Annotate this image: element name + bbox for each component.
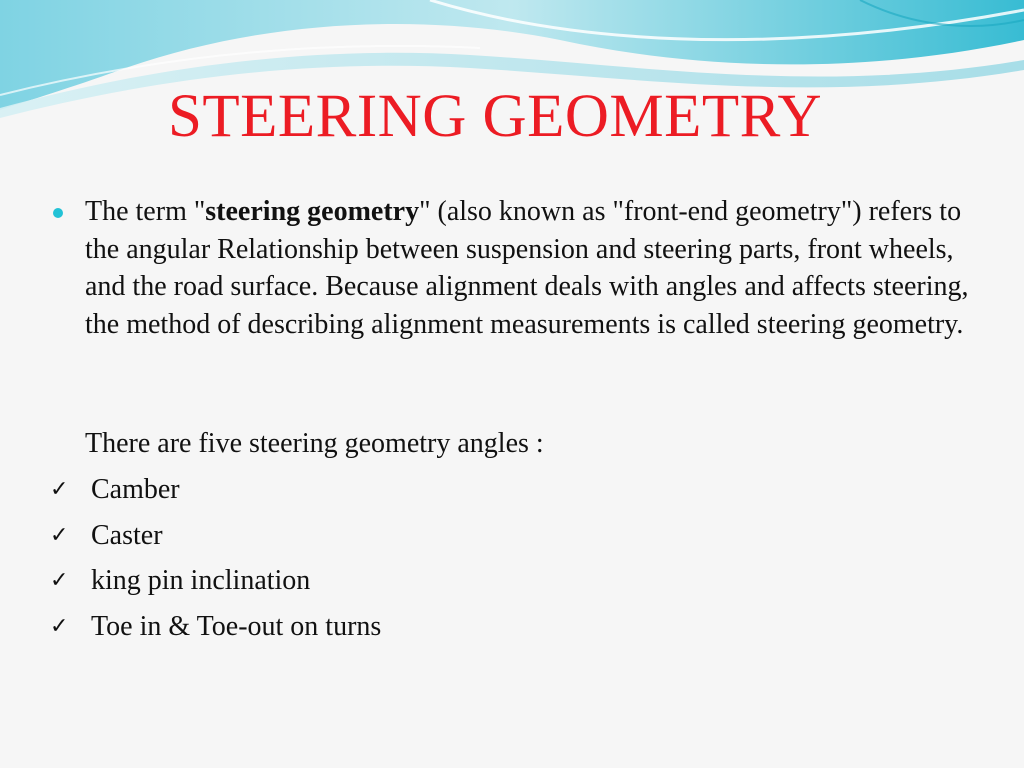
- slide-title: STEERING GEOMETRY: [167, 83, 823, 150]
- check-mark-icon: ✓: [50, 568, 69, 593]
- list-item-text: Caster: [91, 519, 163, 551]
- paragraph-text-end: " (also known as "front-end geometry") refers to the angular Relationship between suspension and steering parts, front wheels, and the road surface. Because alignment deals with angles and affects steering, the method of describing alignment measurements is called steering geometry.: [85, 196, 969, 340]
- list-item: [50, 564, 381, 610]
- bullet-dot-icon: [53, 208, 63, 218]
- definition-paragraph: [85, 193, 975, 343]
- check-mark-icon: ✓: [50, 522, 69, 548]
- check-mark-icon: ✓: [50, 613, 69, 639]
- list-item-text: Toe in & Toe-out on turns: [91, 610, 382, 642]
- paragraph-text-start: The term ": [85, 196, 206, 227]
- angles-list: [50, 473, 381, 655]
- paragraph-bold-term: steering geometry: [205, 196, 420, 227]
- list-item: [50, 519, 381, 565]
- angles-intro-text: There are five steering geometry angles :: [85, 428, 544, 459]
- check-mark-icon: ✓: [50, 477, 69, 502]
- list-item: [50, 473, 381, 519]
- list-item: [50, 610, 381, 656]
- list-item-text: Camber: [91, 474, 180, 505]
- list-item-text: king pin inclination: [91, 565, 311, 596]
